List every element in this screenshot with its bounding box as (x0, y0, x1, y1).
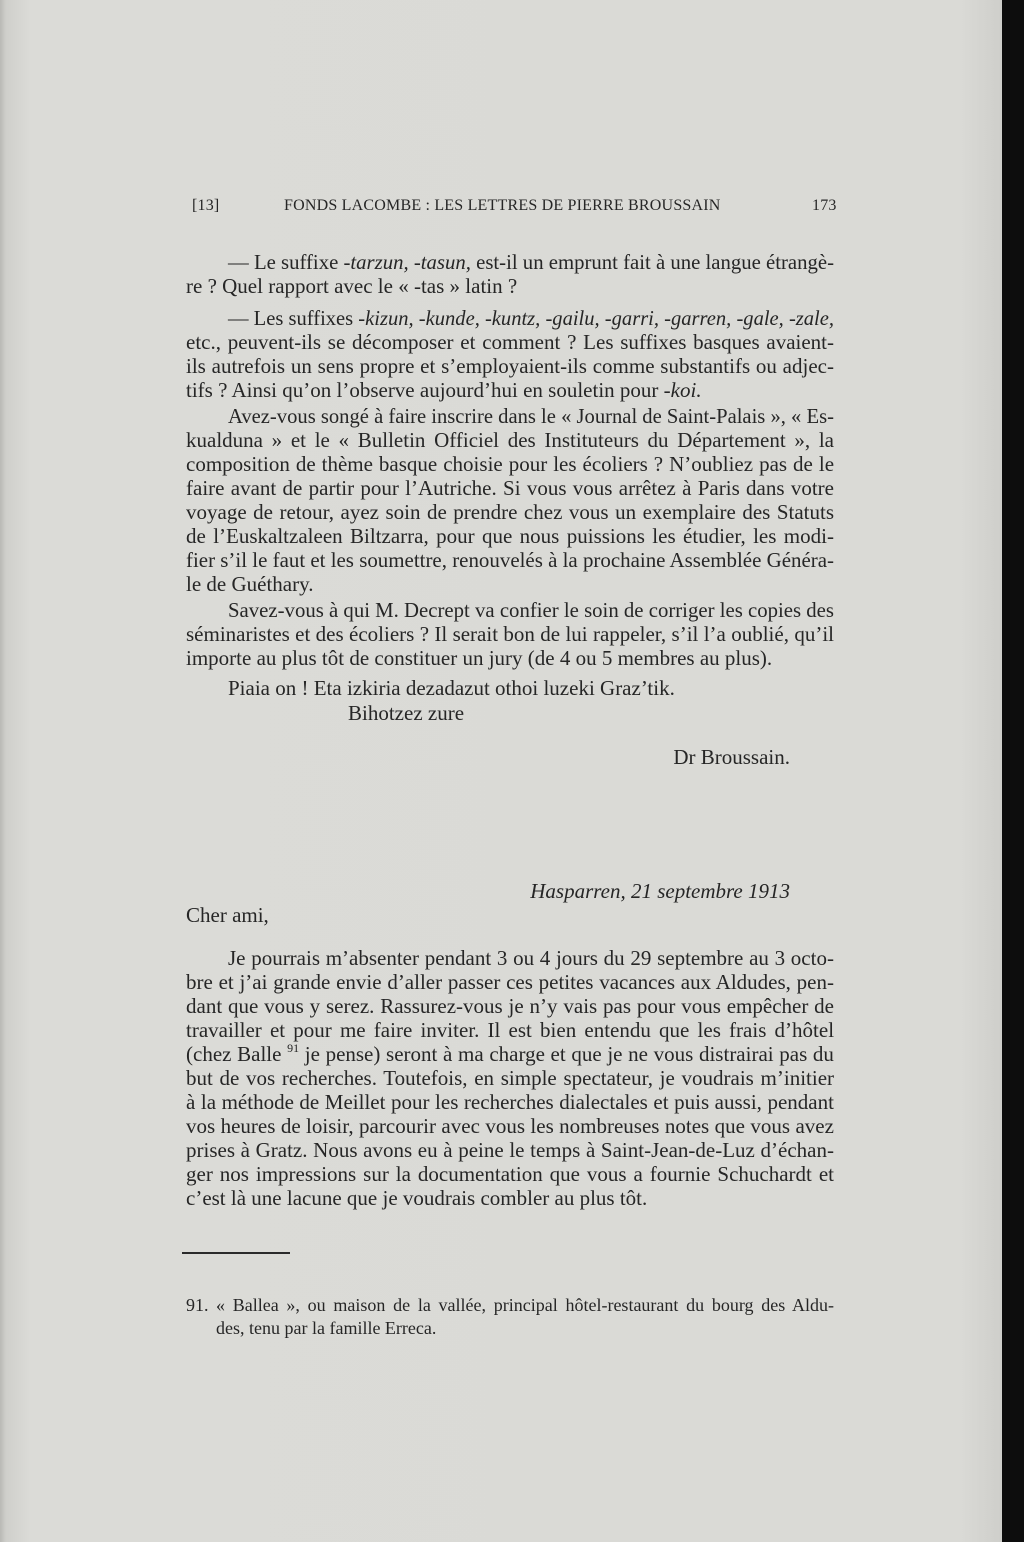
text-line (186, 429, 834, 451)
text-segment: prises à Gratz. Nous avons eu à peine le temps à Saint-Jean-de-Luz d’échan- (186, 1138, 834, 1162)
text-line (186, 275, 517, 297)
text-line (186, 453, 834, 475)
text-segment: — Les suffixes (228, 306, 359, 330)
text-line (186, 355, 834, 377)
text-segment: dant que vous y serez. Rassurez-vous je n’y vais pas pour vous empêcher de (186, 994, 834, 1018)
text-line (186, 549, 834, 571)
text-segment: Hasparren, 21 septembre 1913 (530, 879, 790, 903)
text-segment: fier s’il le faut et les soumettre, renouvelés à la prochaine Assemblée Généra- (186, 548, 835, 572)
running-title: FONDS LACOMBE : LES LETTRES DE PIERRE BROUSSAIN (284, 197, 721, 214)
text-line (228, 307, 834, 329)
text-segment: etc., peuvent-ils se décomposer et comment ? Les suffixes basques avaient- (186, 330, 835, 354)
text-segment: voyage de retour, ayez soin de prendre chez vous un exemplaire des Statuts (186, 500, 835, 524)
text-segment: kualduna » et le « Bulletin Officiel des Instituteurs du Département », la (186, 428, 834, 452)
text-segment: Je pourrais m’absenter pendant 3 ou 4 jours du 29 septembre au 3 octo- (228, 946, 834, 970)
page-number: 173 (812, 197, 837, 214)
text-segment: Bihotzez zure (348, 701, 465, 725)
text-segment: re ? Quel rapport avec le « -tas » latin ? (186, 274, 518, 298)
text-segment: de l’Euskaltzaleen Biltzarra, pour que nous puissions les étudier, les modi- (186, 524, 834, 548)
text-segment: Dr Broussain. (673, 745, 790, 769)
text-segment: bre et j’ai grande envie d’aller passer ces petites vacances aux Aldudes, pen- (186, 970, 834, 994)
text-segment: -koi. (663, 378, 702, 402)
text-line (228, 599, 834, 621)
text-line (186, 1043, 834, 1065)
text-segment: (chez Balle (186, 1042, 288, 1066)
text-segment: Savez-vous à qui M. Decrept va confier le soin de corriger les copies des (228, 598, 834, 622)
text-segment: le de Guéthary. (186, 572, 314, 596)
text-line (186, 1091, 834, 1113)
text-segment: Avez-vous songé à faire inscrire dans le « Journal de Saint-Palais », « Es- (228, 404, 834, 428)
text-line (186, 525, 834, 547)
text-segment: composition de thème basque choisie pour les écoliers ? N’oubliez pas de le (186, 452, 835, 476)
scan-border (1002, 0, 1024, 1542)
text-line (186, 477, 834, 499)
text-segment: ils autrefois un sens propre et s’employaient-ils comme substantifs ou adjec- (186, 354, 834, 378)
text-segment: -kizun, -kunde, -kuntz, -gailu, -garri, -garren, -gale, -zale, (358, 306, 835, 330)
text-line (186, 379, 702, 401)
text-segment: séminaristes et des écoliers ? Il serait bon de lui rappeler, s’il l’a oublié, qu’il (186, 622, 834, 646)
text-segment: faire avant de partir pour l’Autriche. Si vous vous arrêtez à Paris dans votre (186, 476, 834, 500)
footnote-reference: 91 (287, 1041, 300, 1055)
text-line (186, 1019, 834, 1041)
footnote-number: 91. (186, 1295, 209, 1315)
text-line (186, 1139, 834, 1161)
text-segment: but de vos recherches. Toutefois, en simple spectateur, je voudrais m’initier (186, 1066, 835, 1090)
text-line (186, 1163, 834, 1185)
text-line (186, 904, 269, 926)
text-segment: vos heures de loisir, parcourir avec vous les nombreuses notes que vous avez (186, 1114, 834, 1138)
text-line (186, 331, 834, 353)
text-line (228, 251, 834, 273)
text-segment: travailler et pour me faire inviter. Il est bien entendu que les frais d’hôtel (186, 1018, 835, 1042)
text-segment: ger nos impressions sur la documentation que vous a fournie Schuchardt et (186, 1162, 834, 1186)
text-line (348, 702, 464, 724)
footnote-line: des, tenu par la famille Erreca. (216, 1318, 437, 1338)
text-line (228, 677, 675, 699)
running-header (186, 196, 836, 218)
text-segment: je pense) seront à ma charge et que je ne vous distrairai pas du (299, 1042, 834, 1066)
text-segment: tifs ? Ainsi qu’on l’observe aujourd’hui en souletin pour (186, 378, 664, 402)
text-segment: Piaia on ! Eta izkiria dezadazut othoi luzeki Graz’tik. (228, 676, 675, 700)
text-segment: est-il un emprunt fait à une langue étrangè- (470, 250, 835, 274)
text-line (186, 1067, 834, 1089)
text-line (186, 995, 834, 1017)
text-segment: — Le suffixe (228, 250, 344, 274)
text-line (186, 647, 772, 669)
text-line (186, 1115, 834, 1137)
text-segment: à la méthode de Meillet pour les recherches dialectales et puis aussi, pendant (186, 1090, 834, 1114)
text-line (673, 746, 790, 768)
text-line (186, 623, 834, 645)
text-segment: c’est là une lacune que je voudrais combler au plus tôt. (186, 1186, 648, 1210)
text-line (186, 1187, 647, 1209)
text-line (186, 501, 834, 523)
text-segment: importe au plus tôt de constituer un jury (de 4 ou 5 membres au plus). (186, 646, 773, 670)
text-line (530, 880, 790, 902)
footnote-line: « Ballea », ou maison de la vallée, principal hôtel-restaurant du bourg des Aldu- (216, 1295, 834, 1315)
text-segment: -tarzun, -tasun, (343, 250, 471, 274)
footnote-rule (182, 1252, 290, 1254)
text-line (186, 573, 314, 595)
text-segment: Cher ami, (186, 903, 269, 927)
text-line (186, 971, 834, 993)
text-line (228, 947, 834, 969)
folio: [13] (192, 197, 220, 214)
text-line (228, 405, 834, 427)
